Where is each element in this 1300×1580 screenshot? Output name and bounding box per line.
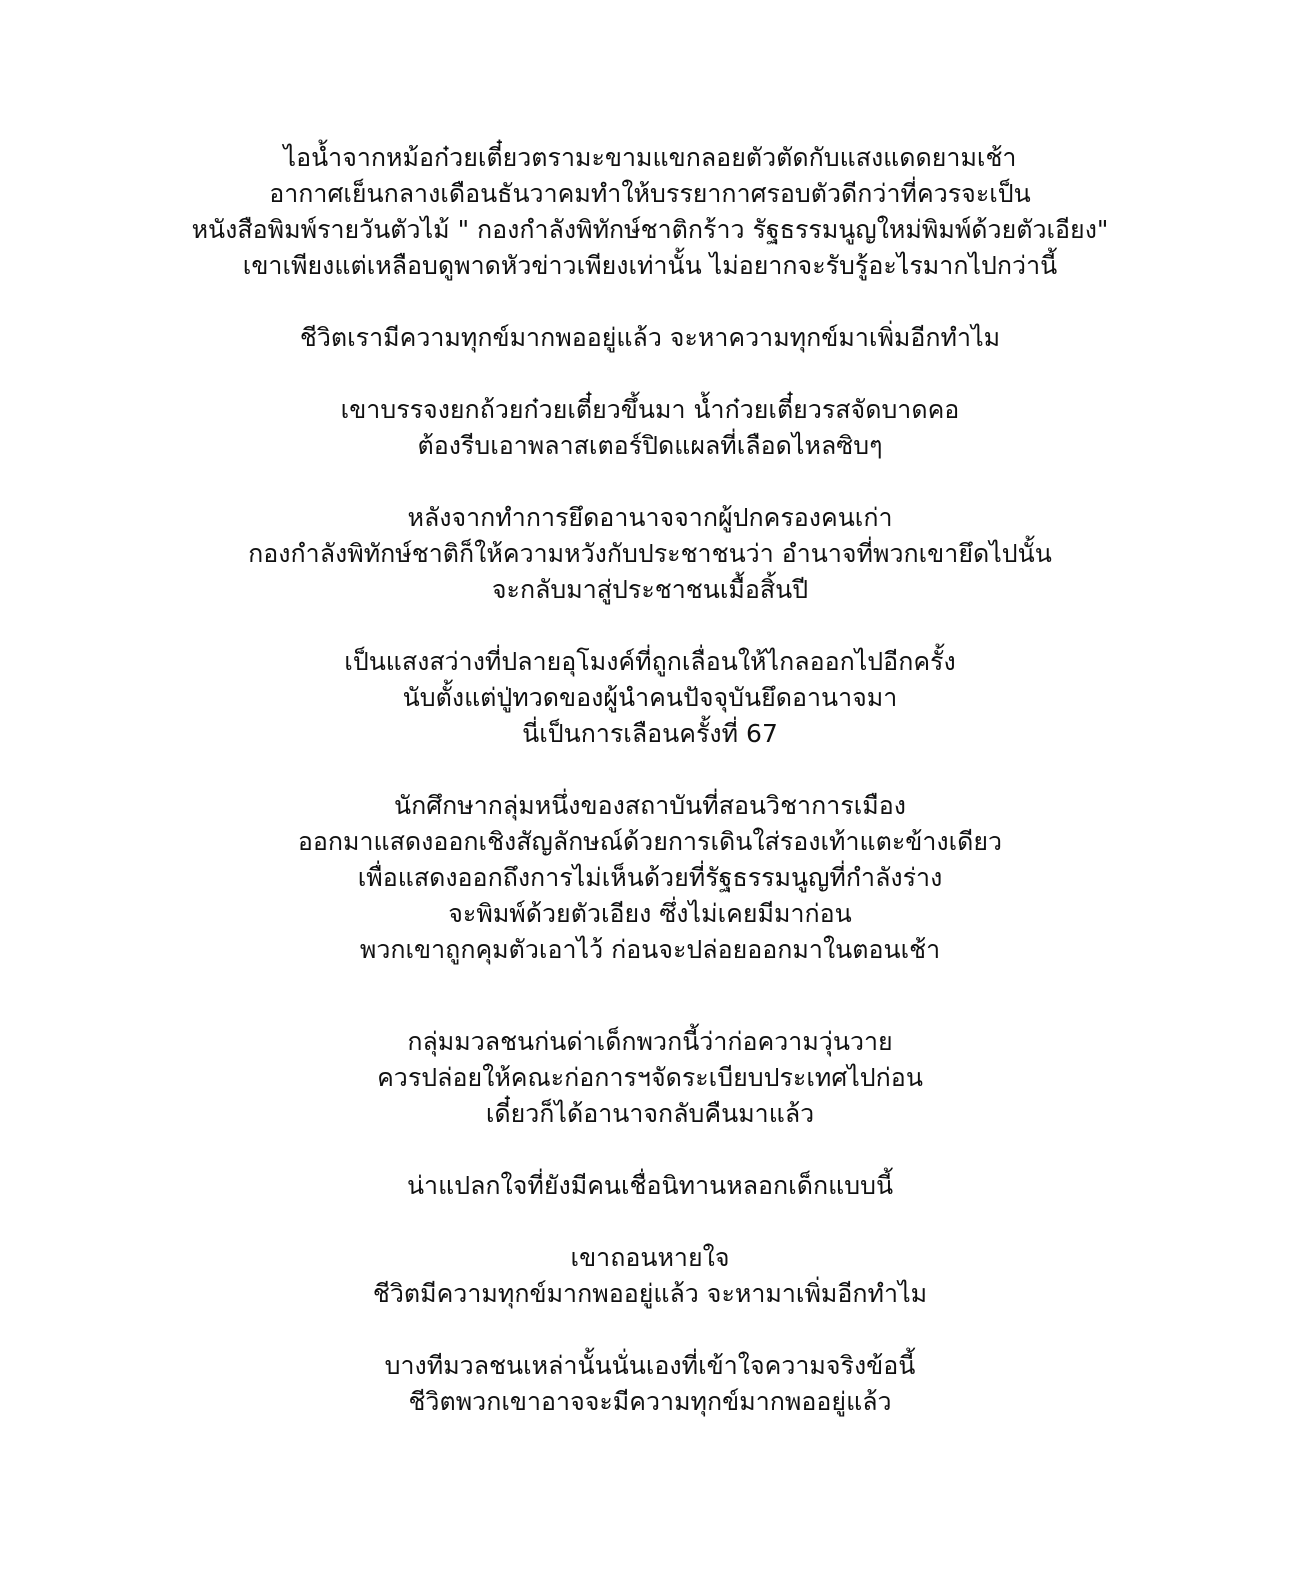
stanza-7	[0, 1024, 1300, 1132]
text-line: น่าแปลกใจที่ยังมีคนเชื่อนิทานหลอกเด็กแบบนี้	[406, 1171, 894, 1200]
stanza-5	[0, 644, 1300, 752]
stanza-1	[0, 140, 1300, 284]
story-text	[0, 140, 1300, 1456]
stanza-2	[0, 320, 1300, 356]
text-line: ชีวิตมีความทุกข์มากพออยู่แล้ว จะหามาเพิ่มอีกทำไม	[372, 1279, 928, 1308]
text-line: เป็นแสงสว่างที่ปลายอุโมงค์ที่ถูกเลื่อนให้ไกลออกไปอีกครั้ง	[344, 647, 956, 676]
stanza-6	[0, 788, 1300, 968]
text-line: จะกลับมาสู่ประชาชนเมื้อสิ้นปี	[491, 575, 809, 604]
text-line: ชีวิตเรามีความทุกข์มากพออยู่แล้ว จะหาความทุกข์มาเพิ่มอีกทำไม	[299, 323, 1001, 352]
text-line: หนังสือพิมพ์รายวันตัวไม้ " กองกำลังพิทักษ์ชาติกร้าว รัฐธรรมนูญใหม่พิมพ์ด้วยตัวเอียง"	[191, 215, 1109, 244]
text-line: เดี๋ยวก็ได้อานาจกลับคืนมาแล้ว	[485, 1099, 815, 1128]
text-line: ต้องรีบเอาพลาสเตอร์ปิดแผลที่เลือดไหลซิบๆ	[417, 431, 883, 460]
text-line: เขาบรรจงยกถ้วยก๋วยเตี๋ยวขึ้นมา น้ำก๋วยเตี๋ยวรสจัดบาดคอ	[340, 395, 960, 424]
text-line: นับตั้งแต่ปู่ทวดของผู้นำคนปัจจุบันยึดอานาจมา	[402, 683, 898, 712]
text-line: นี่เป็นการเลือนครั้งที่ 67	[522, 719, 778, 748]
stanza-4	[0, 500, 1300, 608]
text-line: กลุ่มมวลชนก่นด่าเด็กพวกนี้ว่าก่อความวุ่นวาย	[407, 1027, 893, 1056]
text-line: พวกเขาถูกคุมตัวเอาไว้ ก่อนจะปล่อยออกมาในตอนเช้า	[359, 935, 941, 964]
text-line: อากาศเย็นกลางเดือนธันวาคมทำให้บรรยากาศรอบตัวดีกว่าที่ควรจะเป็น	[269, 179, 1031, 208]
text-line: เขาถอนหายใจ	[570, 1243, 730, 1272]
text-line: เพื่อแสดงออกถึงการไม่เห็นด้วยที่รัฐธรรมนูญที่กำลังร่าง	[357, 863, 943, 892]
text-line: บางทีมวลชนเหล่านั้นนั่นเองที่เข้าใจความจริงข้อนี้	[384, 1351, 916, 1380]
stanza-9	[0, 1240, 1300, 1312]
stanza-10	[0, 1348, 1300, 1420]
text-line: กองกำลังพิทักษ์ชาติก็ให้ความหวังกับประชาชนว่า อำนาจที่พวกเขายึดไปนั้น	[248, 539, 1052, 568]
stanza-8	[0, 1168, 1300, 1204]
stanza-3	[0, 392, 1300, 464]
text-line: จะพิมพ์ด้วยตัวเอียง ซึ่งไม่เคยมีมาก่อน	[448, 899, 852, 928]
text-line: นักศึกษากลุ่มหนึ่งของสถาบันที่สอนวิชาการเมือง	[394, 791, 906, 820]
text-line: เขาเพียงแต่เหลือบดูพาดหัวข่าวเพียงเท่านั้น ไม่อยากจะรับรู้อะไรมากไปกว่านี้	[242, 251, 1058, 280]
text-line: ควรปล่อยให้คณะก่อการฯจัดระเบียบประเทศไปก่อน	[377, 1063, 923, 1092]
text-line: ออกมาแสดงออกเชิงสัญลักษณ์ด้วยการเดินใส่รองเท้าแตะข้างเดียว	[297, 827, 1003, 856]
text-line: ไอน้ำจากหม้อก๋วยเตี๋ยวตรามะขามแขกลอยตัวตัดกับแสงแดดยามเช้า	[283, 143, 1017, 172]
text-line: ชีวิตพวกเขาอาจจะมีความทุกข์มากพออยู่แล้ว	[408, 1387, 892, 1416]
text-line: หลังจากทำการยึดอานาจจากผู้ปกครองคนเก่า	[407, 503, 893, 532]
